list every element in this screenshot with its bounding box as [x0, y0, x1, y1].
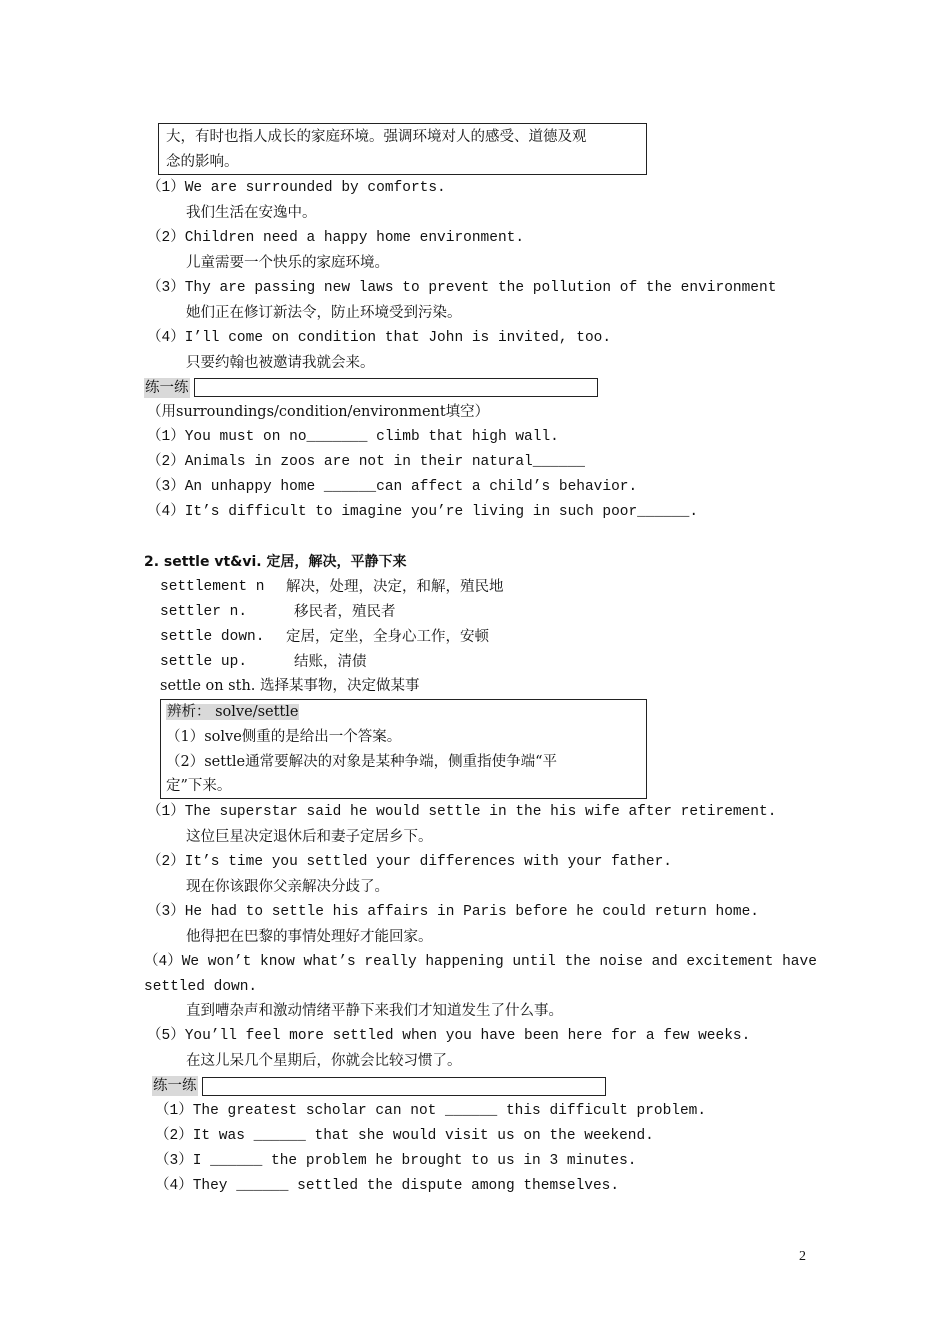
note-line-1: 大，有时也指人成长的家庭环境。强调环境对人的感受、道德及观 [166, 129, 587, 145]
example-en: （1）The superstar said he would settle in the his wife after retirement. [147, 804, 777, 820]
example-zh: 他得把在巴黎的事情处理好才能回家。 [186, 929, 433, 945]
section-heading: 2. settle vt&vi. 定居，解决，平静下来 [144, 554, 407, 570]
note-line-2: 念的影响。 [166, 154, 239, 170]
practice-item: （4）They ______ settled the dispute among themselves. [155, 1178, 620, 1194]
practice-label-bar [194, 378, 598, 397]
practice-label: 练一练 [153, 1078, 197, 1094]
example-en: （2）Children need a happy home environment. [147, 230, 525, 246]
comparison-line: （2）settle通常要解决的对象是某种争端，侧重指使争端“平 [166, 754, 558, 770]
practice-label: 练一练 [145, 380, 189, 396]
derivative-term: settle up. [160, 654, 248, 670]
example-zh: 她们正在修订新法令，防止环境受到污染。 [186, 305, 462, 321]
example-en: （5）You’ll feel more settled when you have been here for a few weeks. [147, 1028, 751, 1044]
comparison-title: 辨析： solve/settle [167, 704, 299, 720]
derivative-meaning: 移民者，殖民者 [294, 604, 396, 620]
example-en: （4）I’ll come on condition that John is invited, too. [147, 330, 612, 346]
practice-label-bar [202, 1077, 606, 1096]
example-zh: 这位巨星决定退休后和妻子定居乡下。 [186, 829, 433, 845]
practice-instruction: （用surroundings/condition/environment填空） [147, 404, 490, 420]
settle-on-line: settle on sth. 选择某事物，决定做某事 [160, 678, 420, 694]
example-zh: 只要约翰也被邀请我就会来。 [186, 355, 375, 371]
practice-item: （4）It’s difficult to imagine you’re living in such poor______. [147, 504, 699, 520]
derivative-meaning: 结账，清债 [294, 654, 367, 670]
example-en: （1）We are surrounded by comforts. [147, 180, 446, 196]
practice-item: （2）Animals in zoos are not in their natural______ [147, 454, 585, 470]
example-en-continued: settled down. [144, 979, 258, 995]
practice-item: （3）An unhappy home ______can affect a child’s behavior. [147, 479, 638, 495]
example-en: （3）He had to settle his affairs in Paris before he could return home. [147, 904, 759, 920]
example-en: （3）Thy are passing new laws to prevent the pollution of the environment [147, 280, 777, 296]
example-zh: 我们生活在安逸中。 [186, 205, 317, 221]
derivative-meaning: 定居，定坐，全身心工作，安顿 [286, 629, 489, 645]
example-en: （4）We won’t know what’s really happening until the noise and excitement have [144, 954, 817, 970]
practice-item: （1）The greatest scholar can not ______ this difficult problem. [155, 1103, 707, 1119]
page-number: 2 [799, 1249, 806, 1264]
example-zh: 直到嘈杂声和激动情绪平静下来我们才知道发生了什么事。 [186, 1003, 563, 1019]
practice-item: （2）It was ______ that she would visit us on the weekend. [155, 1128, 654, 1144]
example-en: （2）It’s time you settled your differences with your father. [147, 854, 672, 870]
comparison-line: （1）solve侧重的是给出一个答案。 [166, 729, 402, 745]
practice-item: （3）I ______ the problem he brought to us in 3 minutes. [155, 1153, 637, 1169]
comparison-line: 定”下来。 [166, 778, 232, 794]
example-zh: 儿童需要一个快乐的家庭环境。 [186, 255, 389, 271]
derivative-term: settlement n [160, 579, 265, 595]
derivative-term: settler n. [160, 604, 248, 620]
practice-item: （1）You must on no_______ climb that high wall. [147, 429, 559, 445]
derivative-meaning: 解决，处理，决定，和解，殖民地 [286, 579, 504, 595]
example-zh: 在这儿呆几个星期后，你就会比较习惯了。 [186, 1053, 462, 1069]
derivative-term: settle down. [160, 629, 265, 645]
example-zh: 现在你该跟你父亲解决分歧了。 [186, 879, 389, 895]
